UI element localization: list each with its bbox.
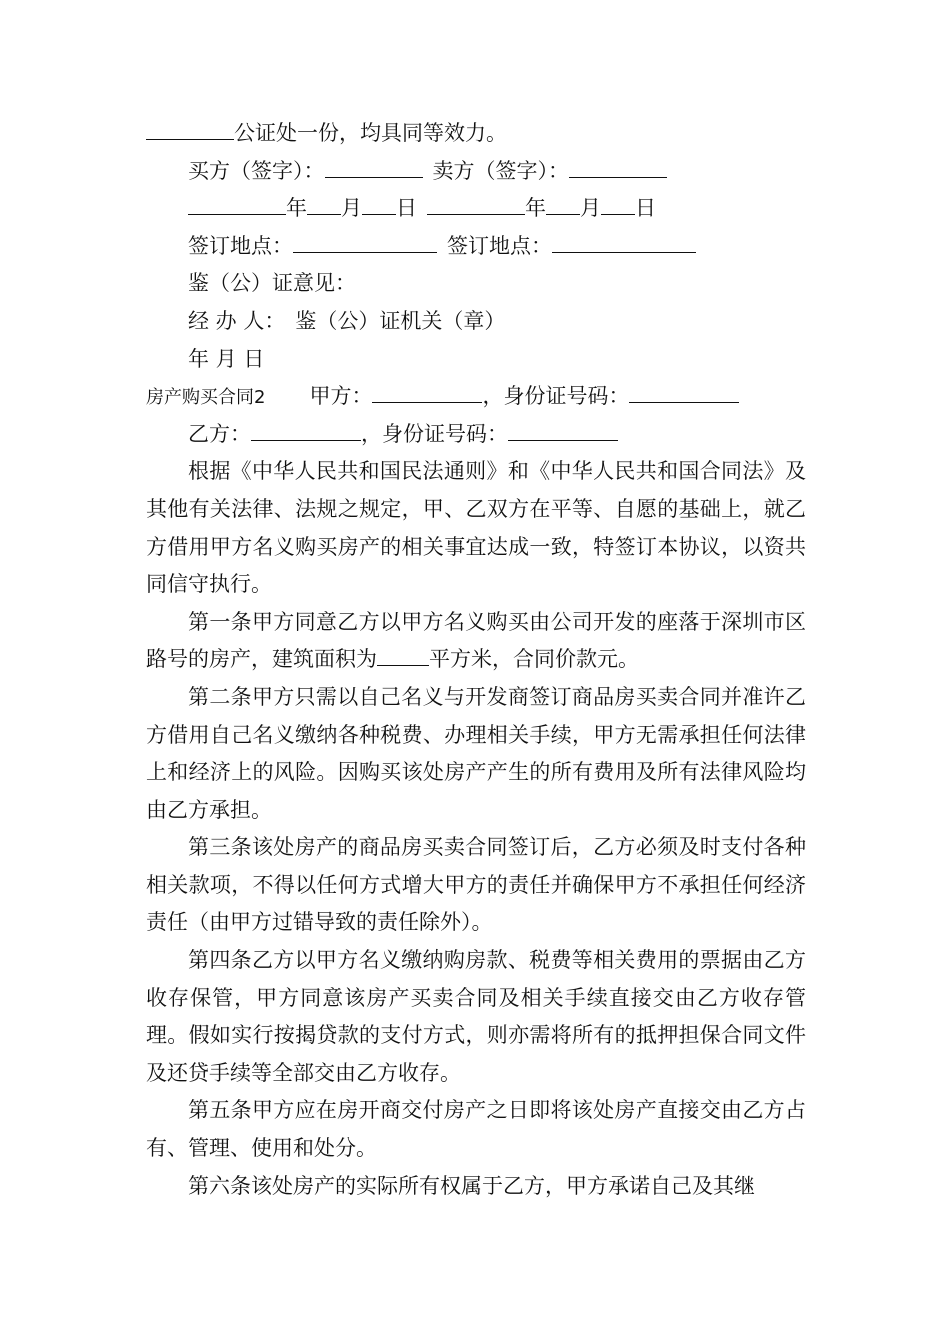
- document-body: [146, 115, 806, 1205]
- contract-title: 房产购买合同2: [146, 387, 266, 409]
- closing-line: 公证处一份，均具同等效力。: [146, 115, 806, 153]
- paragraph-article-4: 第四条乙方以甲方名义缴纳购房款、税费等相关费用的票据由乙方收存保管，甲方同意该房产买卖合同及相关手续直接交由乙方收存管理。假如实行按揭贷款的支付方式，则亦需将所有的抵押担保合同文件及还贷手续等全部交由乙方收存。: [146, 948, 806, 1085]
- signature-line: 买方（签字）： 卖方（签字）：: [146, 153, 806, 191]
- paragraph-article-1: 第一条甲方同意乙方以甲方名义购买由公司开发的座落于深圳市区路号的房产，建筑面积为 平方米，合同价款元。: [146, 609, 806, 672]
- handler-line: 经 办 人： 鉴（公）证机关（章）: [188, 308, 506, 333]
- sign-place-line: 签订地点： 签订地点：: [146, 228, 806, 266]
- paragraph-article-5: 第五条甲方应在房开商交付房产之日即将该处房产直接交由乙方占有、管理、使用和处分。: [146, 1098, 806, 1161]
- blank-field: [569, 157, 667, 178]
- date-plain: 年 月 日: [188, 346, 265, 371]
- blank-field: [325, 157, 423, 178]
- contract2-header: 房产购买合同2 甲方： ，身份证号码：: [146, 378, 806, 416]
- paragraph-article-2: 第二条甲方只需以自己名义与开发商签订商品房买卖合同并准许乙方借用自己名义缴纳各种税费、办理相关手续，甲方无需承担任何法律上和经济上的风险。因购买该处房产产生的所有费用及所有法律风险均由乙方承担。: [146, 684, 806, 822]
- paragraph-preamble: 根据《中华人民共和国民法通则》和《中华人民共和国合同法》及其他有关法律、法规之规定，甲、乙双方在平等、自愿的基础上，就乙方借用甲方名义购买房产的相关事宜达成一致，特签订本协议，以资共同信守执行。: [146, 459, 806, 597]
- paragraph-article-6: 第六条该处房产的实际所有权属于乙方，甲方承诺自己及其继: [188, 1173, 755, 1198]
- paragraph-article-3: 第三条该处房产的商品房买卖合同签订后，乙方必须及时支付各种相关款项，不得以任何方式增大甲方的责任并确保甲方不承担任何经济责任（由甲方过错导致的责任除外）。: [146, 835, 806, 935]
- blank-field: [146, 119, 234, 140]
- notary-opinion: 鉴（公）证意见：: [188, 271, 356, 296]
- date-line: 年 月 日 年 月 日: [146, 190, 806, 228]
- party-b-line: 乙方： ，身份证号码：: [146, 416, 806, 454]
